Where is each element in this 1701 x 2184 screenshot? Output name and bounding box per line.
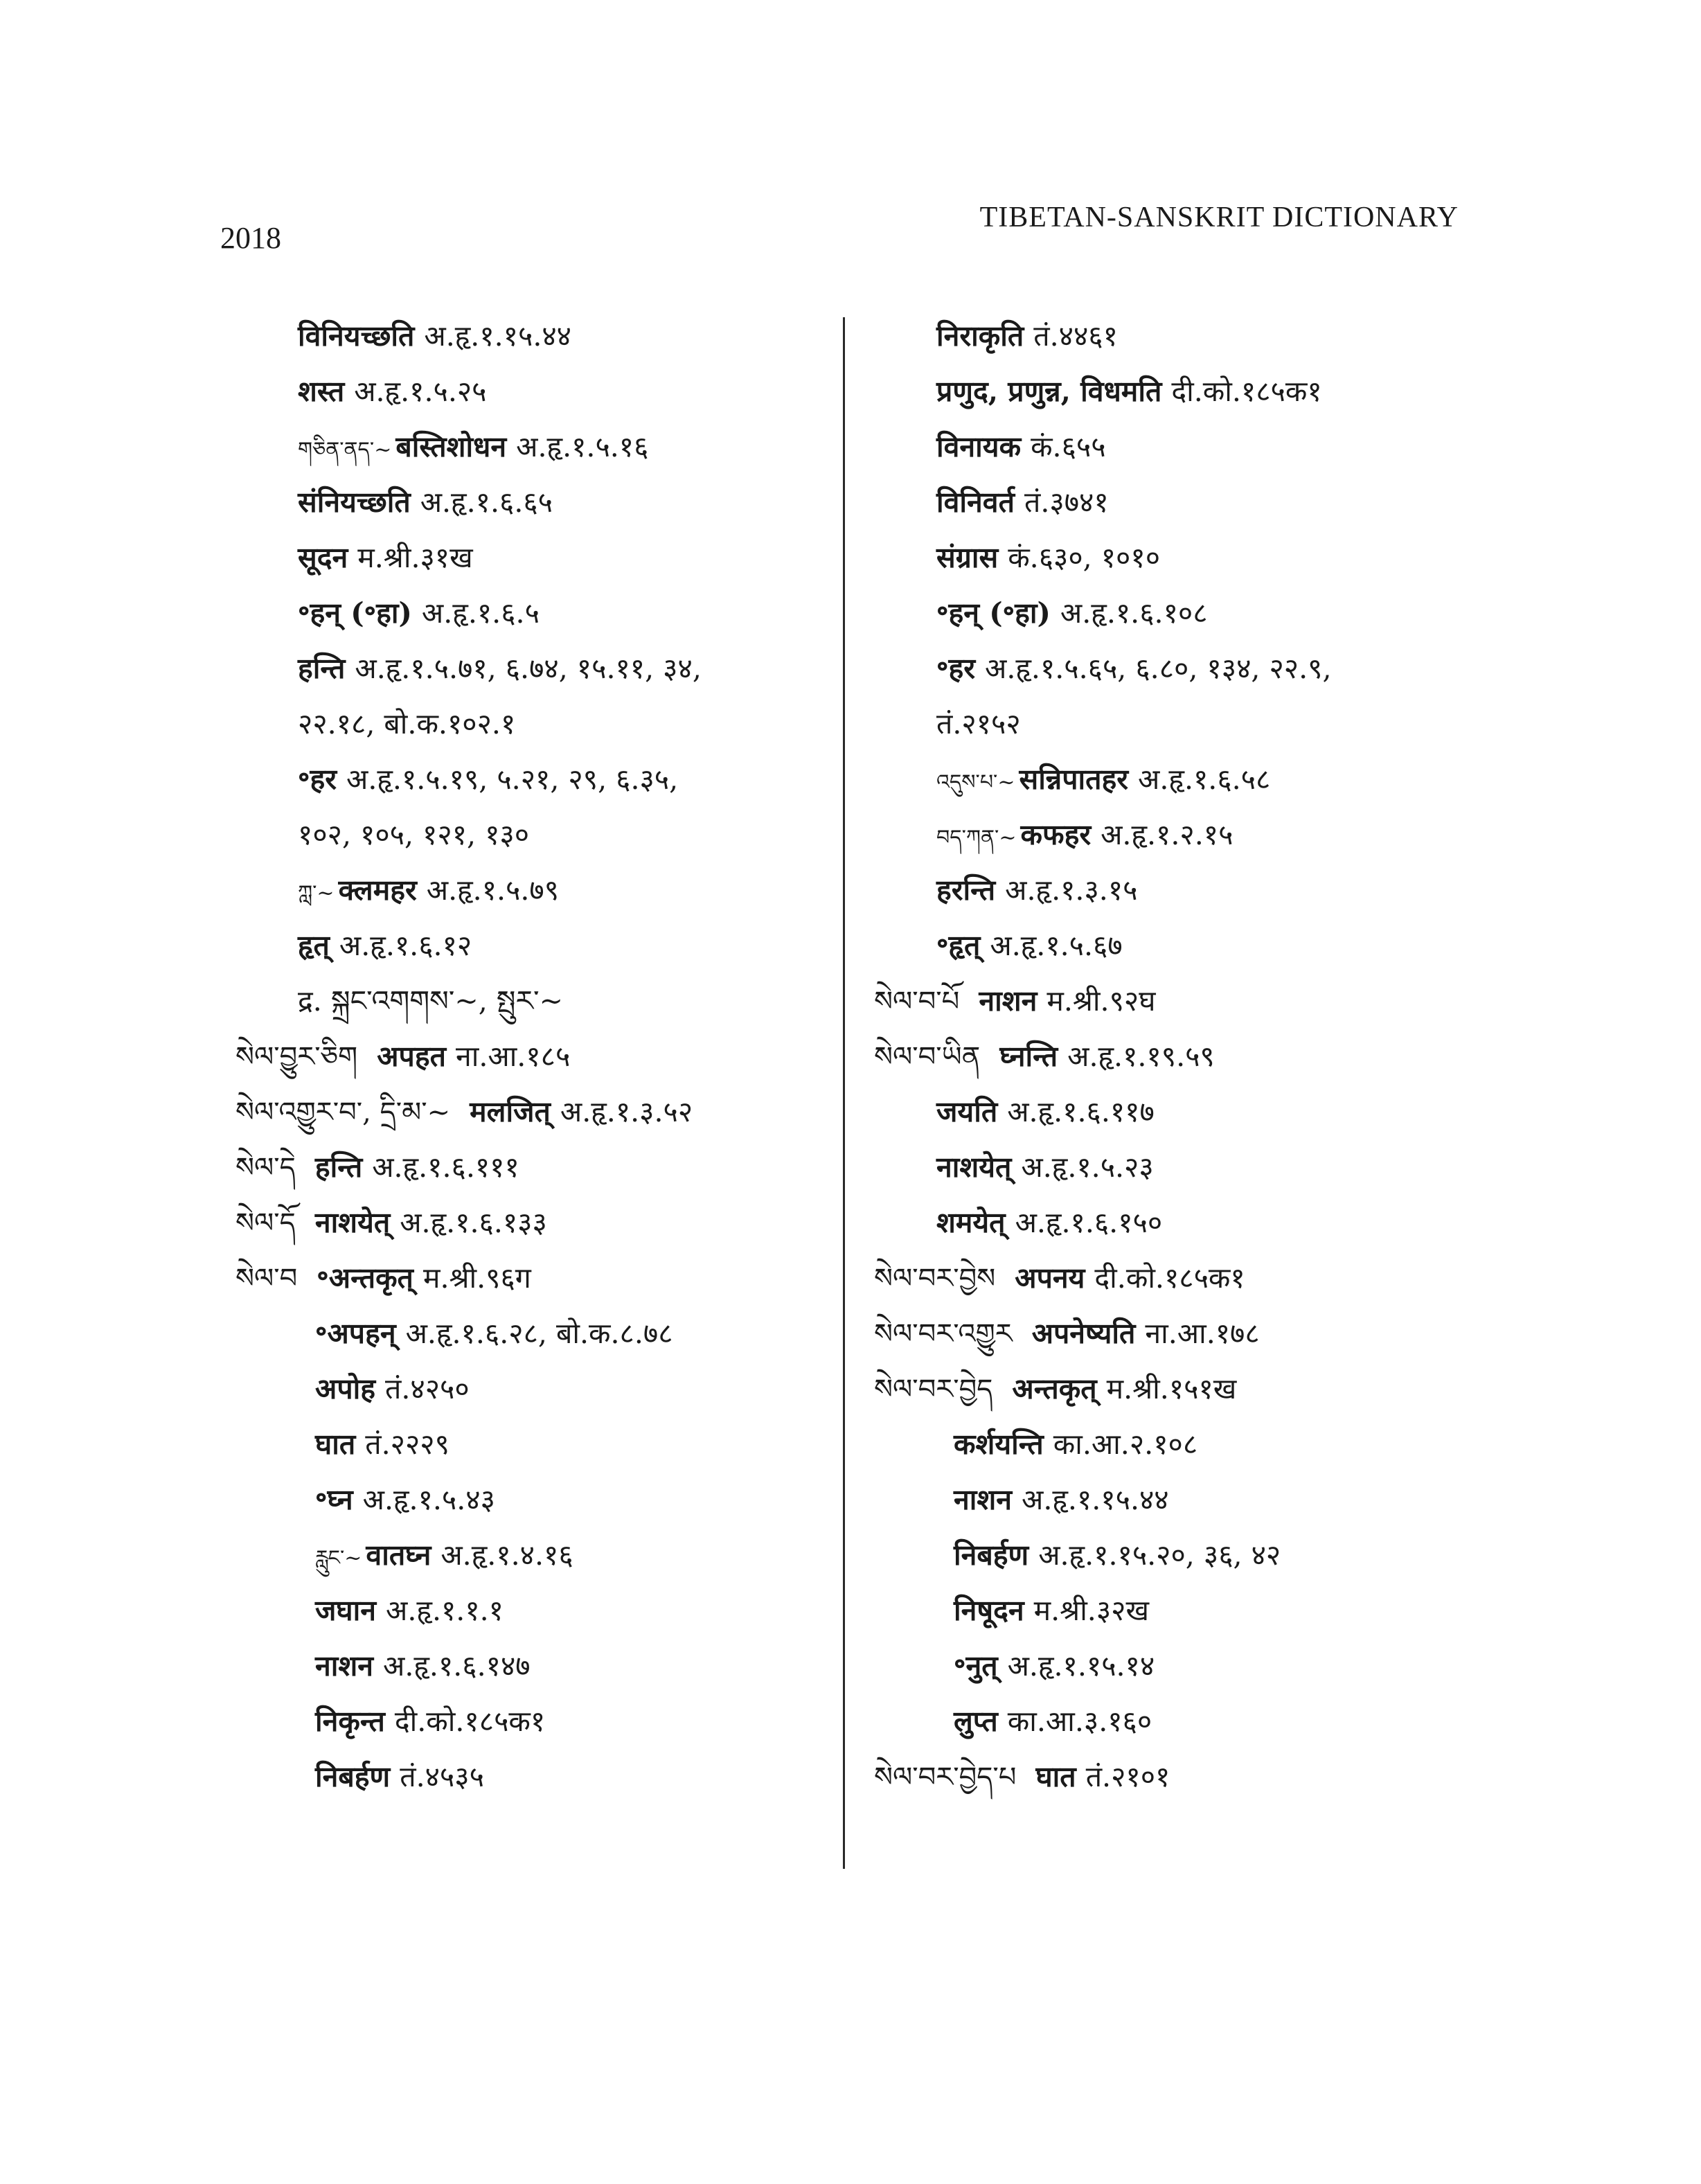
entry-line [235,1084,845,1139]
entry-line [235,1527,845,1583]
source-reference: दी.को.१८५क१ [1171,375,1322,408]
entry-line [874,1139,1484,1195]
source-reference: म.श्री.९२घ [1047,984,1156,1018]
source-reference: तं.४२५० [385,1372,470,1405]
sanskrit-equivalent: कफहर [1020,818,1092,851]
entry-line [235,1694,845,1749]
entry-line [235,1417,845,1472]
source-reference: तं.३७४१ [1024,486,1109,519]
sanskrit-equivalent: अपनेष्यति [1031,1317,1136,1350]
tibetan-prefix: འདུས་པ་~ [936,770,1015,794]
source-reference: अ.हृ.१.६.१४७ [383,1649,531,1683]
tibetan-headword: སེལ་བར་བྱེད [874,1374,993,1405]
entry-line [874,419,1484,474]
entry-line [235,1749,845,1804]
entry-line [874,1472,1484,1527]
entry-line [874,1250,1484,1306]
entry-line [874,1306,1484,1361]
right-column [874,308,1484,1804]
sanskrit-equivalent: ॰अन्तकृत् [317,1261,413,1295]
sanskrit-equivalent: ॰हर [298,763,337,796]
source-reference: अ.हृ.१.६.१११ [372,1151,519,1184]
sanskrit-equivalent: जयति [936,1095,998,1128]
sanskrit-equivalent: ॰हृत् [936,929,981,962]
source-reference: ना.आ.१७८ [1145,1317,1260,1350]
source-reference: दी.को.१८५क१ [1094,1261,1245,1295]
entry-line [874,641,1484,696]
left-column [235,308,845,1804]
source-reference: अ.हृ.१.३.५२ [560,1095,693,1128]
source-reference: अ.हृ.१.१५.१४ [1007,1649,1155,1683]
sanskrit-equivalent: नाशन [315,1649,374,1683]
entry-line [235,1583,845,1638]
entry-line [874,1195,1484,1250]
sanskrit-equivalent: घ्नन्ति [999,1040,1058,1073]
source-reference: अ.हृ.१.१५.४४ [424,319,571,353]
entry-line [874,1749,1484,1804]
sanskrit-equivalent: शमयेत् [936,1206,1006,1239]
source-reference: अ.हृ.१.६.१०८ [1060,596,1208,630]
entry-line [235,1361,845,1417]
source-reference: १०२, १०५, १२१, १३० [298,818,530,851]
entry-line [235,1638,845,1694]
entry-line [235,530,845,585]
entry-line [235,1139,845,1195]
sanskrit-equivalent: प्रणुद, प्रणुन्न, विधमति [936,375,1162,408]
source-reference: म.श्री.९६ग [422,1261,531,1295]
sanskrit-equivalent: ॰नुत् [954,1649,998,1683]
entry-line [235,973,845,1029]
tibetan-headword: སེལ་བ [235,1263,298,1295]
sanskrit-equivalent: विनियच्छति [298,319,415,353]
sanskrit-equivalent: घात [315,1428,356,1461]
sanskrit-equivalent: जघान [315,1594,377,1627]
source-reference: कं.६३०, १०१० [1008,541,1161,574]
sanskrit-equivalent: संनियच्छति [298,486,411,519]
sanskrit-equivalent: निबर्हण [315,1760,391,1793]
sanskrit-equivalent: नाशन [979,984,1037,1018]
tibetan-headword: སེལ་དེ [235,1152,296,1184]
sanskrit-equivalent: शस्त [298,375,345,408]
source-reference: तं.४५३५ [400,1760,484,1793]
entry-line [235,1195,845,1250]
source-reference: अ.हृ.१.१५.२०, ३६, ४२ [1038,1538,1281,1572]
tibetan-headword: སེལ་བ་པོ [874,986,960,1018]
entry-line [235,1306,845,1361]
source-reference: अ.हृ.१.६.११७ [1007,1095,1155,1128]
source-reference: अ.हृ.१.६.५८ [1138,763,1271,796]
entry-line [235,419,845,474]
source-reference: अ.हृ.१.५.२५ [354,375,487,408]
entry-line [235,585,845,641]
source-reference: अ.हृ.१.५.७९ [426,873,560,907]
source-reference: अ.हृ.१.५.१९, ५.२१, २९, ६.३५, [346,763,679,796]
sanskrit-equivalent: ॰घ्न [315,1483,353,1516]
sanskrit-equivalent: निकृन्त [315,1705,385,1738]
sanskrit-equivalent: घात [1035,1760,1076,1793]
sanskrit-equivalent: ॰हन् (॰हा) [298,596,412,630]
tibetan-headword: སེལ་བ་ཡིན [874,1041,981,1073]
sanskrit-equivalent: नाशन [954,1483,1013,1516]
sanskrit-equivalent: बस्तिशोधन [395,430,507,463]
sanskrit-equivalent: ॰हर [936,652,976,685]
entry-line [235,862,845,918]
entry-line [874,1527,1484,1583]
source-reference: का.आ.२.१०८ [1053,1428,1198,1461]
entry-line [235,474,845,530]
entry-line [235,752,845,807]
source-reference: अ.हृ.१.१५.४४ [1022,1483,1169,1516]
sanskrit-equivalent: विनिवर्त [936,486,1015,519]
tibetan-prefix: གཅིན་ནད་~ [298,438,392,462]
entry-line [235,918,845,973]
sanskrit-equivalent: वातघ्न [366,1538,431,1572]
source-reference: म.श्री.१५१ख [1106,1372,1237,1405]
source-reference: कं.६५५ [1031,430,1106,463]
tibetan-prefix: ཀླ་~ [298,881,335,905]
entry-line [235,308,845,364]
sanskrit-equivalent: हृत् [298,929,330,962]
source-reference: अ.हृ.१.५.६५, ६.८०, १३४, २२.९, [985,652,1332,685]
sanskrit-equivalent: कर्शयन्ति [954,1428,1044,1461]
entry-line [874,1084,1484,1139]
source-reference: अ.हृ.१.५.१६ [516,430,649,463]
entry-line [874,1029,1484,1084]
tibetan-headword: སེལ་བར་བྱེས [874,1263,996,1295]
sanskrit-equivalent: विनायक [936,430,1022,463]
sanskrit-equivalent: ॰हन् (॰हा) [936,596,1051,630]
sanskrit-equivalent: अन्तकृत् [1012,1372,1097,1405]
entry-line [874,918,1484,973]
tibetan-headword: སེལ་འགྱུར་བ་, དྲི་མ་~ [235,1097,451,1128]
entry-line [235,1029,845,1084]
source-reference: अ.हृ.१.३.१५ [1005,873,1138,907]
entry-line [874,807,1484,862]
entry-line [235,1250,845,1306]
tibetan-headword: སེལ་བྱུར་ཅིག [235,1041,358,1073]
source-reference: तं.२१०१ [1085,1760,1170,1793]
sanskrit-equivalent: हरन्ति [936,873,996,907]
source-reference: अ.हृ.१.६.५ [421,596,540,630]
entry-line [874,1361,1484,1417]
tibetan-prefix: བད་ཀན་~ [936,826,1017,850]
sanskrit-equivalent: अपनय [1015,1261,1085,1295]
entry-line [235,696,845,752]
entry-line [235,807,845,862]
sanskrit-equivalent: नाशयेत् [314,1206,391,1239]
entry-line [874,752,1484,807]
entry-line [874,1694,1484,1749]
sanskrit-equivalent: अपोह [315,1372,376,1405]
source-reference: म.श्री.३२ख [1033,1594,1150,1627]
sanskrit-equivalent: निबर्हण [954,1538,1029,1572]
sanskrit-equivalent: सूदन [298,541,348,574]
sanskrit-equivalent: हन्ति [298,652,346,685]
source-reference: अ.हृ.१.६.६५ [420,486,553,519]
tibetan-headword: སེལ་བར་འགྱུར [874,1318,1013,1350]
page-number: 2018 [220,221,281,255]
entry-line [874,1583,1484,1638]
sanskrit-equivalent: अपहत [377,1040,446,1073]
entry-line [874,308,1484,364]
source-reference: अ.हृ.१.६.१३३ [400,1206,547,1239]
column-divider [843,317,845,1869]
source-reference: अ.हृ.१.५.२३ [1021,1151,1154,1184]
source-reference: अ.हृ.१.५.६७ [990,929,1123,962]
sanskrit-equivalent: लुप्त [954,1705,998,1738]
source-reference: म.श्री.३१ख [357,541,473,574]
entry-line [874,585,1484,641]
entry-line [235,364,845,419]
sanskrit-equivalent: नाशयेत् [936,1151,1012,1184]
entry-line [874,364,1484,419]
source-reference: अ.हृ.१.५.७१, ६.७४, १५.११, ३४, [355,652,702,685]
source-reference: का.आ.३.१६० [1007,1705,1152,1738]
source-reference: दी.को.१८५क१ [394,1705,546,1738]
sanskrit-equivalent: हन्ति [314,1151,363,1184]
source-reference: अ.हृ.१.६.२८, बो.क.८.७८ [405,1317,673,1350]
source-reference: अ.हृ.१.२.१५ [1101,818,1234,851]
sanskrit-equivalent: निषूदन [954,1594,1024,1627]
sanskrit-equivalent: निराकृति [936,319,1024,353]
running-head: TIBETAN-SANSKRIT DICTIONARY [979,202,1459,233]
source-reference: २२.१८, बो.क.१०२.१ [298,707,516,740]
source-reference: अ.हृ.१.१.१ [386,1594,504,1627]
source-reference: द्र. སྐྲང་འགགས་~, སྤུར་~ [298,984,563,1018]
entry-line [874,530,1484,585]
sanskrit-equivalent: सन्निपातहर [1019,763,1129,796]
entry-line [874,862,1484,918]
tibetan-headword: སེལ་དོ [235,1207,296,1239]
entry-line [874,973,1484,1029]
entry-line [235,641,845,696]
source-reference: तं.४४६१ [1033,319,1118,353]
source-reference: अ.हृ.१.४.१६ [440,1538,573,1572]
tibetan-headword: སེལ་བར་བྱེད་པ [874,1761,1017,1793]
entry-line [235,1472,845,1527]
source-reference: अ.हृ.१.५.४३ [362,1483,495,1516]
source-reference: तं.२१५२ [936,707,1021,740]
sanskrit-equivalent: क्लमहर [338,873,417,907]
source-reference: अ.हृ.१.६.१२ [339,929,472,962]
entry-line [874,1417,1484,1472]
source-reference: अ.हृ.१.१९.५९ [1067,1040,1215,1073]
sanskrit-equivalent: संग्रास [936,541,999,574]
entry-line [874,474,1484,530]
source-reference: अ.हृ.१.६.१५० [1015,1206,1163,1239]
tibetan-prefix: རླུང་~ [315,1546,362,1570]
entry-line [874,696,1484,752]
source-reference: ना.आ.१८५ [455,1040,571,1073]
sanskrit-equivalent: ॰अपहन् [315,1317,396,1350]
source-reference: तं.२२२९ [365,1428,449,1461]
sanskrit-equivalent: मलजित् [470,1095,551,1128]
entry-line [874,1638,1484,1694]
